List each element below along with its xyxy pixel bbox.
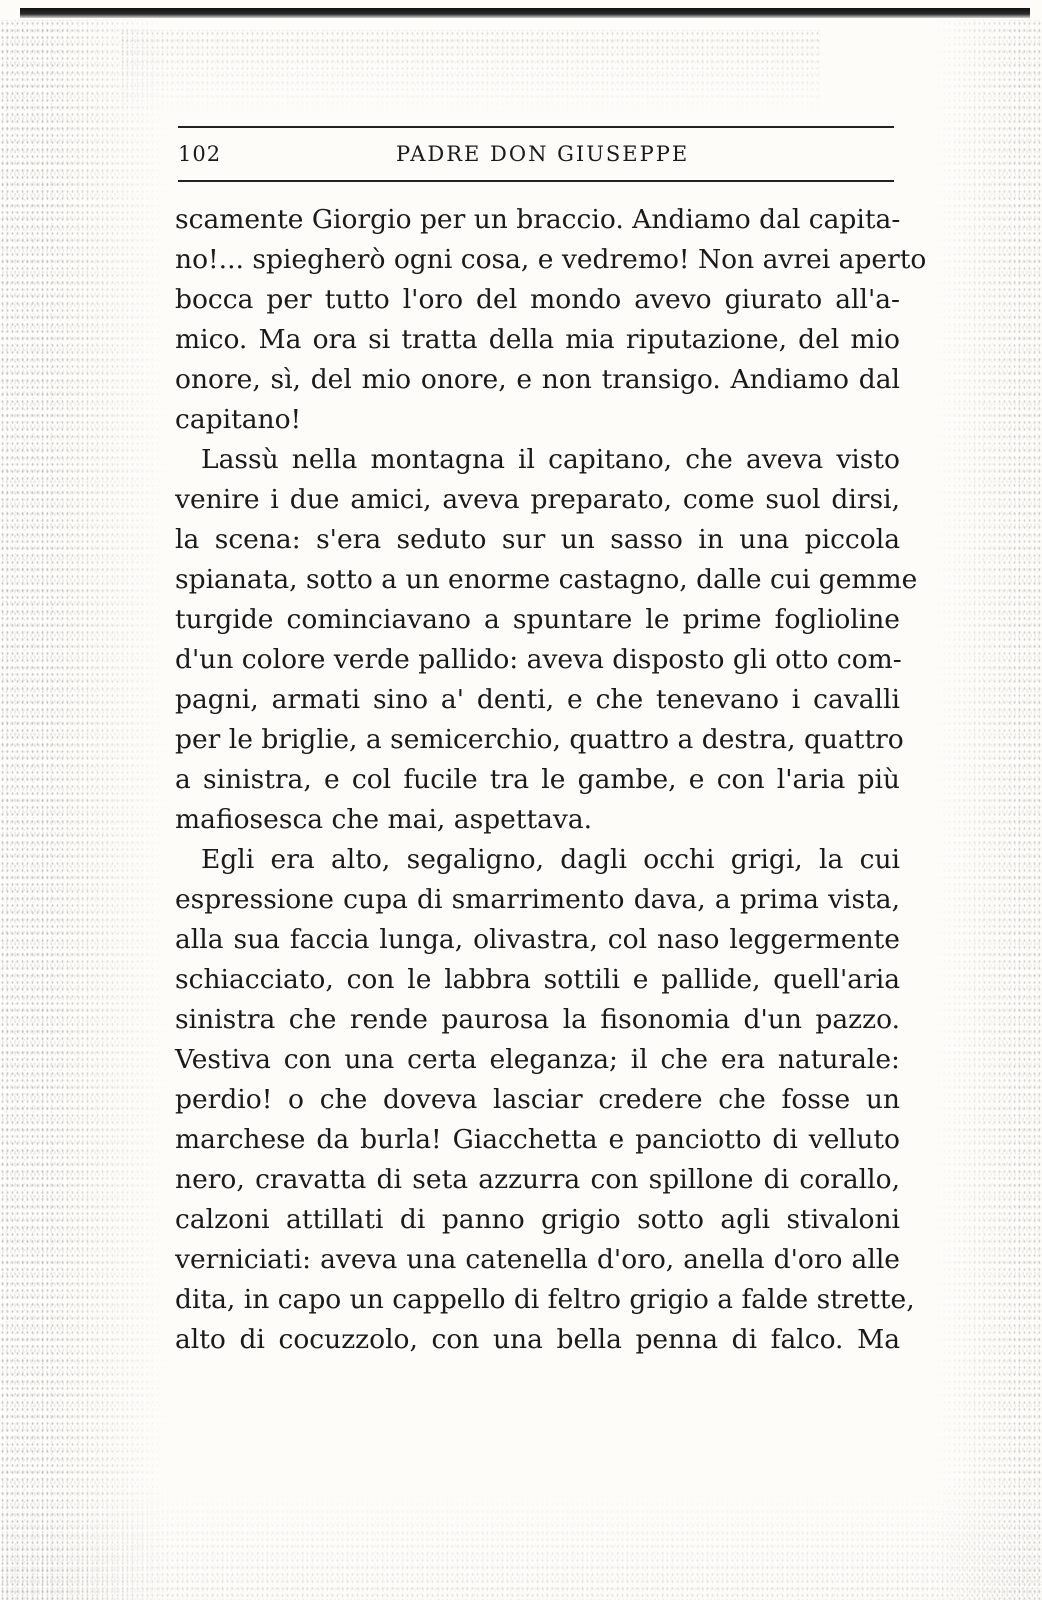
text-line: scamente Giorgio per un braccio. Andiamo dal capita- (175, 204, 901, 235)
text-line: verniciati: aveva una catenella d'oro, anella d'oro alle (175, 1244, 900, 1275)
text-line: sinistra che rende paurosa la fisonomia d'un pazzo. (175, 1004, 900, 1035)
text-line: la scena: s'era seduto sur un sasso in una piccola (175, 524, 900, 555)
text-line: venire i due amici, aveva preparato, come suol dirsi, (175, 484, 900, 515)
header-rule-top (178, 126, 894, 128)
running-head: PADRE DON GIUSEPPE (396, 142, 690, 166)
paragraph (175, 440, 918, 840)
text-line: Vestiva con una certa eleganza; il che era naturale: (175, 1044, 900, 1075)
text-line: no!... spiegherò ogni cosa, e vedremo! Non avrei aperto (175, 244, 927, 275)
scan-edge-bar (20, 8, 1030, 18)
text-line: pagni, armati sino a' denti, e che tenevano i cavalli (175, 684, 900, 715)
body-text (175, 200, 927, 1360)
text-line: bocca per tutto l'oro del mondo avevo giurato all'a- (175, 284, 900, 315)
text-line: onore, sì, del mio onore, e non transigo. Andiamo dal (175, 364, 900, 395)
text-line: calzoni attillati di panno grigio sotto agli stivaloni (175, 1204, 900, 1235)
text-line: spianata, sotto a un enorme castagno, dalle cui gemme (175, 564, 918, 595)
text-line: alla sua faccia lunga, olivastra, col naso leggermente (175, 924, 900, 955)
text-line: Egli era alto, segaligno, dagli occhi grigi, la cui (201, 844, 900, 875)
text-line: dita, in capo un cappello di feltro grigio a falde strette, (175, 1284, 915, 1315)
text-line: alto di cocuzzolo, con una bella penna di falco. Ma (175, 1324, 900, 1355)
text-line: mico. Ma ora si tratta della mia riputazione, del mio (175, 324, 900, 355)
text-line: espressione cupa di smarrimento dava, a prima vista, (175, 884, 900, 915)
scan-noise-top (120, 30, 820, 120)
text-line: turgide cominciavano a spuntare le prime foglioline (175, 604, 900, 635)
text-line: Lassù nella montagna il capitano, che aveva visto (201, 444, 900, 475)
paragraph (175, 840, 915, 1360)
page-header (178, 126, 894, 184)
header-rule-bottom (178, 180, 894, 182)
scan-noise-bottom (0, 1480, 1042, 1600)
scan-noise-right (932, 20, 1042, 1600)
text-line: schiacciato, con le labbra sottili e pallide, quell'aria (175, 964, 900, 995)
text-line: d'un colore verde pallido: aveva disposto gli otto com- (175, 644, 902, 675)
text-line: a sinistra, e col fucile tra le gambe, e con l'aria più (175, 764, 900, 795)
text-line: per le briglie, a semicerchio, quattro a destra, quattro (175, 724, 904, 755)
scan-noise-left (0, 20, 170, 1600)
text-line: perdio! o che doveva lasciar credere che fosse un (175, 1084, 900, 1115)
text-line: nero, cravatta di seta azzurra con spillone di corallo, (175, 1164, 900, 1195)
text-line: capitano! (175, 404, 302, 435)
text-line: mafiosesca che mai, aspettava. (175, 804, 593, 835)
paragraph (175, 200, 927, 440)
page-number: 102 (178, 142, 222, 166)
text-line: marchese da burla! Giacchetta e panciotto di velluto (175, 1124, 900, 1155)
